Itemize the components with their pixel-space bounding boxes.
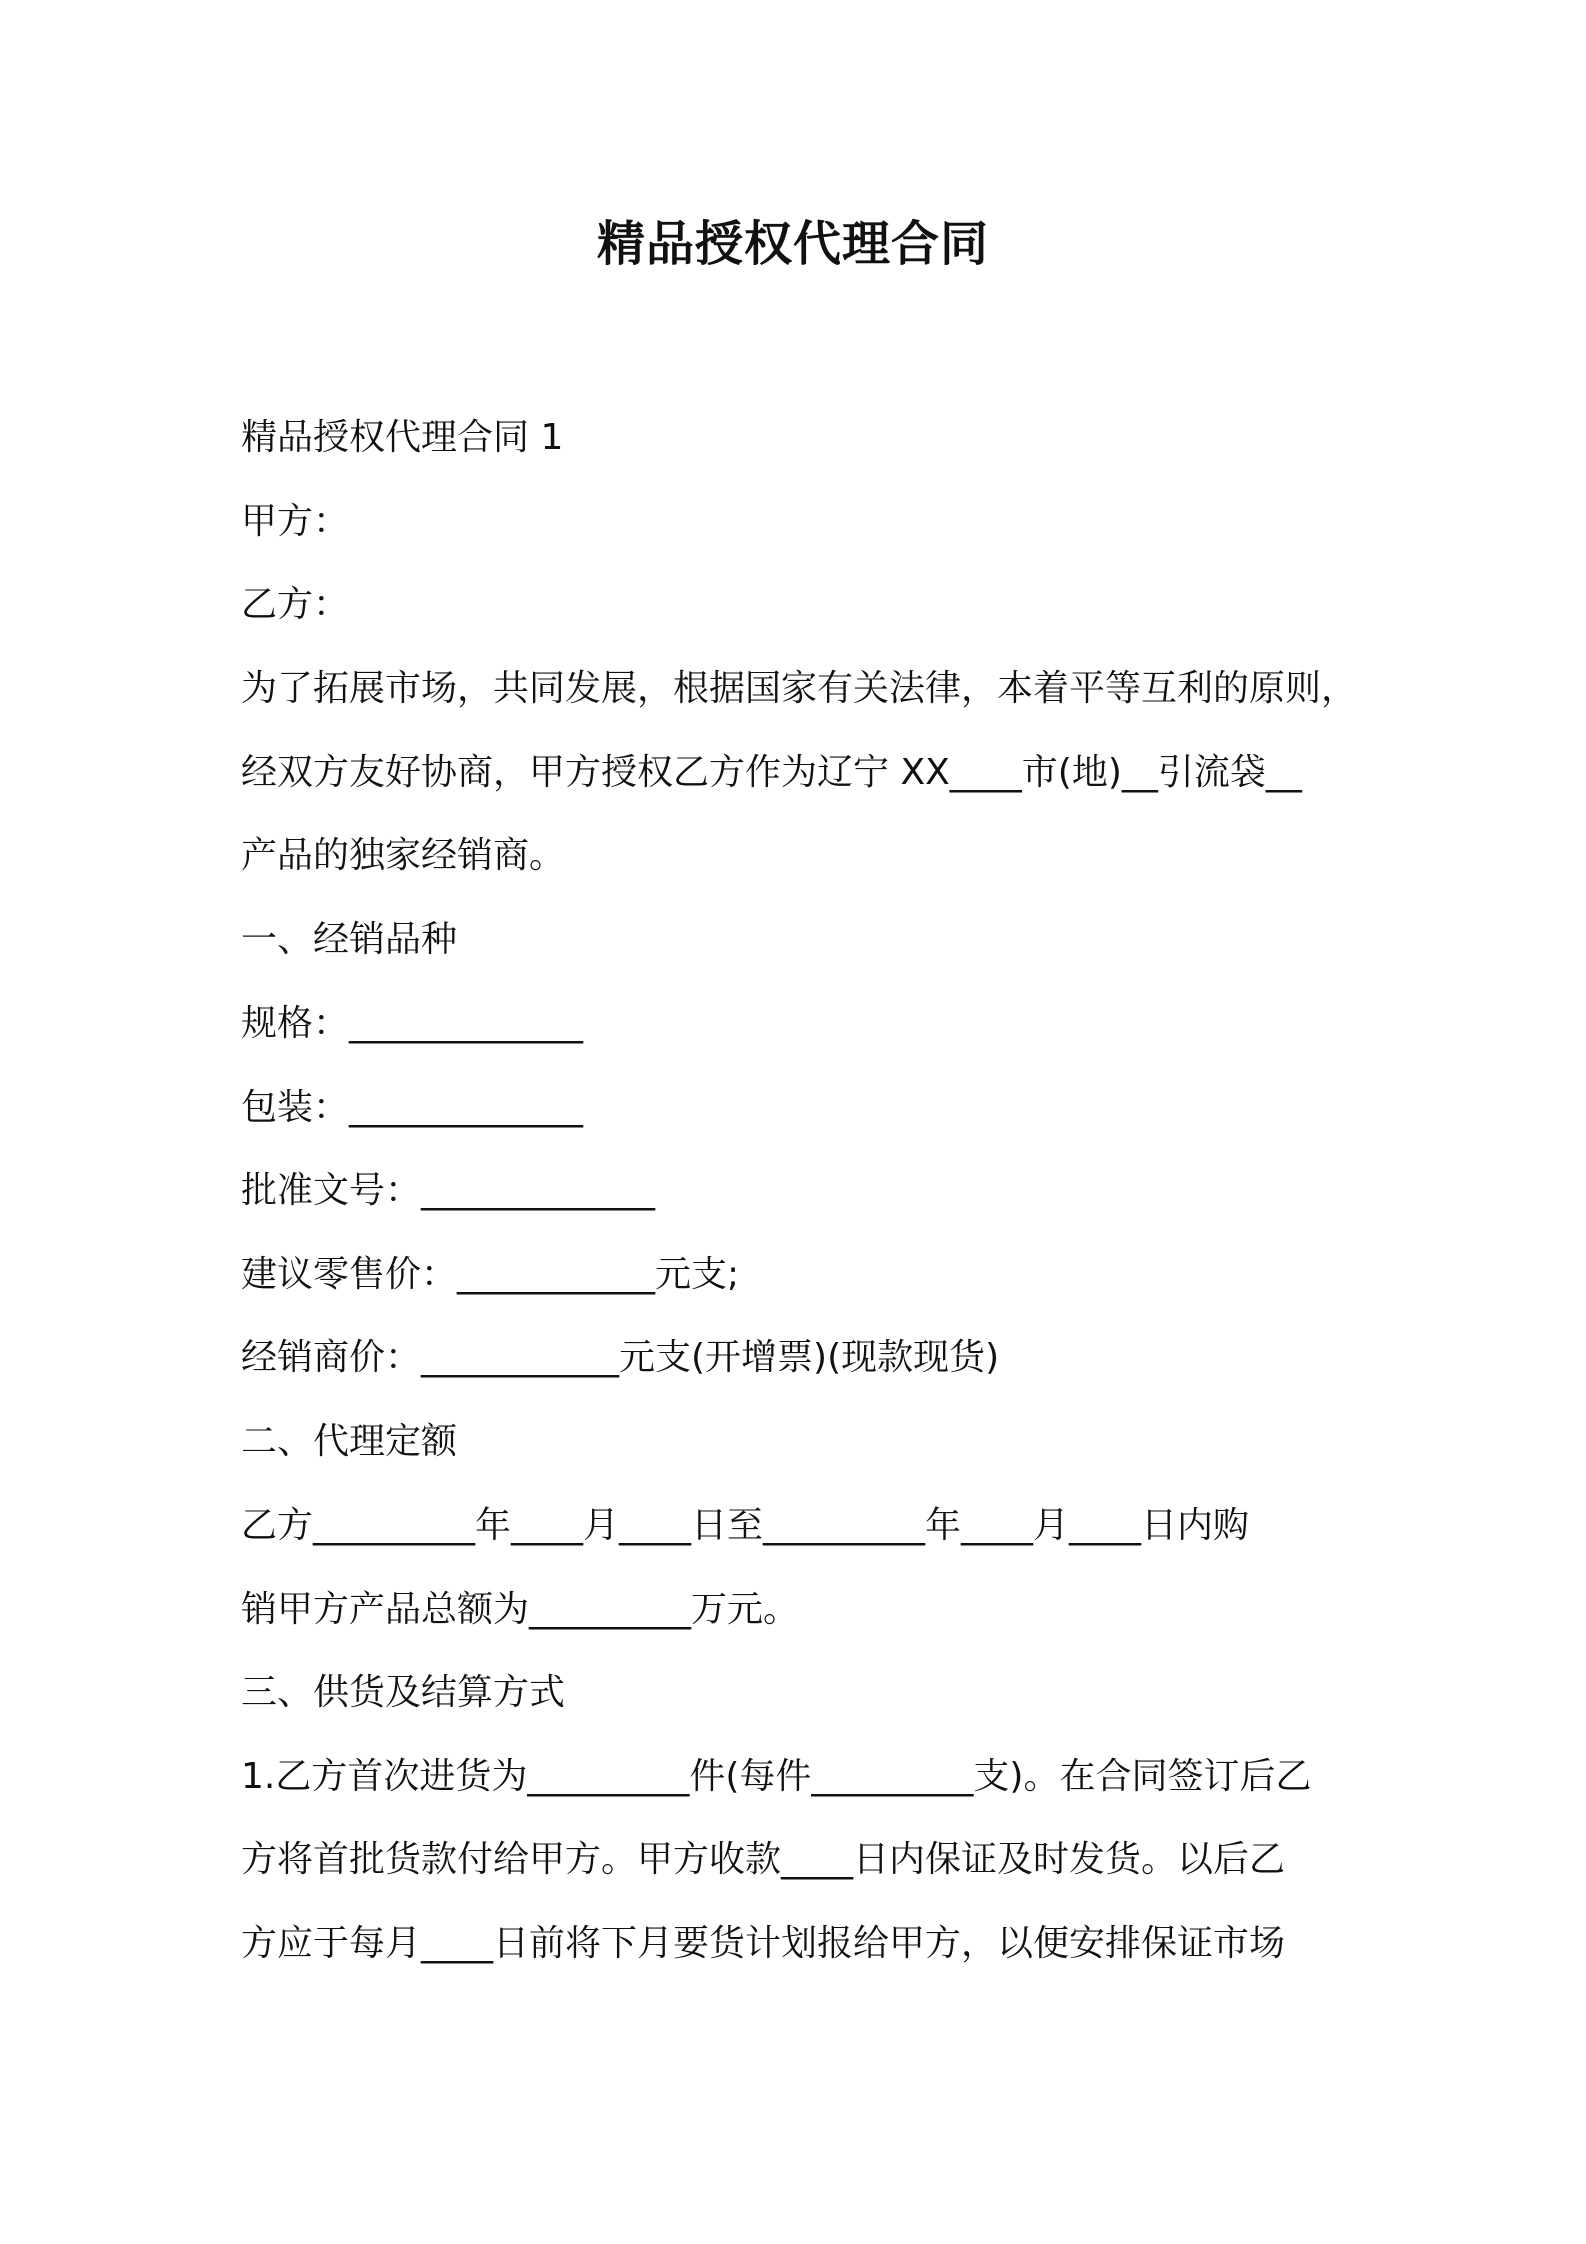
approval-number-field-line: 批准文号：_____________ bbox=[241, 1170, 656, 1211]
quota-paragraph-line: 销甲方产品总额为_________万元。 bbox=[241, 1589, 800, 1630]
contract-subtitle: 精品授权代理合同 1 bbox=[241, 417, 564, 458]
section-heading-2: 二、代理定额 bbox=[241, 1421, 458, 1462]
party-b-line: 乙方： bbox=[241, 584, 350, 625]
body-paragraph-line: 产品的独家经销商。 bbox=[241, 835, 566, 876]
quota-paragraph-line: 乙方_________年____月____日至_________年____月____日内购 bbox=[241, 1505, 1250, 1546]
retail-price-field-line: 建议零售价：___________元支; bbox=[241, 1254, 740, 1295]
body-paragraph-line: 为了拓展市场，共同发展，根据国家有关法律，本着平等互利的原则， bbox=[241, 668, 1358, 709]
supply-paragraph-line: 方将首批货款付给甲方。甲方收款____日内保证及时发货。以后乙 bbox=[241, 1839, 1286, 1880]
dealer-price-field-line: 经销商价：___________元支(开增票)(现款现货) bbox=[241, 1337, 1000, 1378]
section-heading-1: 一、经销品种 bbox=[241, 919, 458, 960]
supply-paragraph-line: 方应于每月____日前将下月要货计划报给甲方，以便安排保证市场 bbox=[241, 1923, 1286, 1964]
spec-field-line: 规格：_____________ bbox=[241, 1003, 584, 1044]
section-heading-3: 三、供货及结算方式 bbox=[241, 1672, 566, 1713]
body-paragraph-line: 经双方友好协商，甲方授权乙方作为辽宁 XX____市(地)__引流袋__ bbox=[241, 752, 1302, 793]
supply-paragraph-line: 1.乙方首次进货为_________件(每件_________支)。在合同签订后乙 bbox=[241, 1756, 1312, 1797]
packaging-field-line: 包装：_____________ bbox=[241, 1087, 584, 1128]
document-title: 精品授权代理合同 bbox=[596, 216, 989, 272]
party-a-line: 甲方： bbox=[241, 501, 350, 542]
